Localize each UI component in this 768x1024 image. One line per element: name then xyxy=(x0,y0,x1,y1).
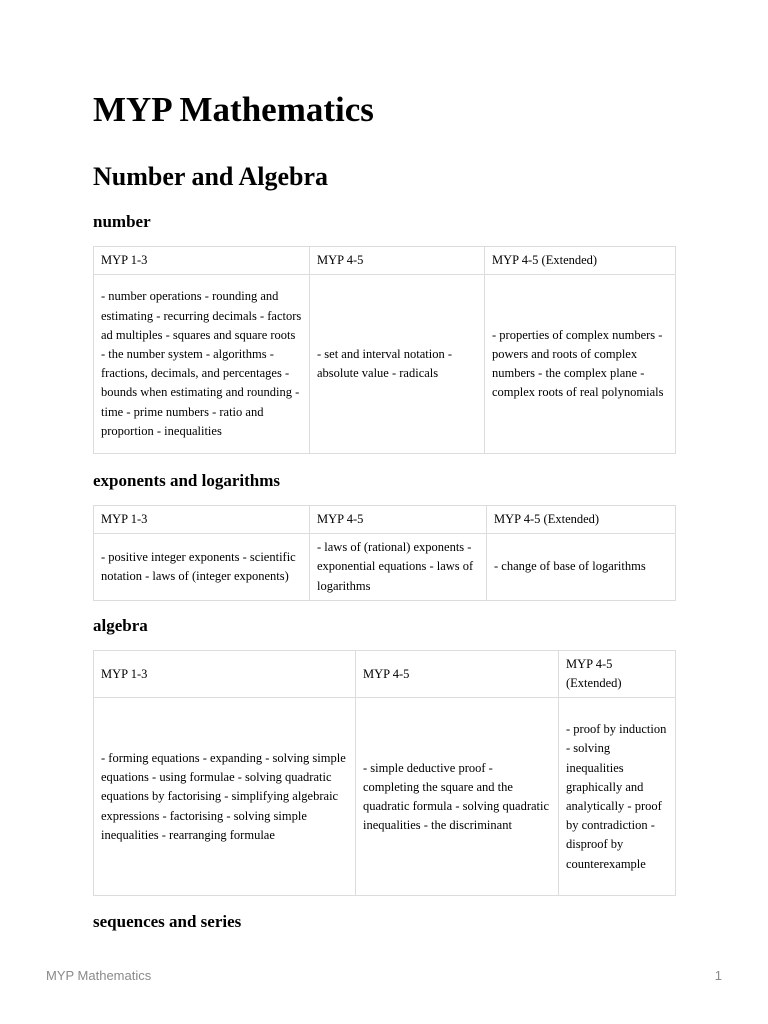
table-header-row xyxy=(94,651,676,698)
table-cell: - proof by induction - solving inequalities graphically and analytically - proof by contradiction - disproof by counterexample xyxy=(559,698,676,896)
table-header-cell: MYP 4-5 xyxy=(310,247,485,275)
table-row xyxy=(94,275,676,454)
table-header-row xyxy=(94,247,676,275)
table-cell: - number operations - rounding and estimating - recurring decimals - factors ad multiples - squares and square roots - the number system - algorithms - fractions, decimals, and percentages - bounds when estimating and rounding - time - prime numbers - ratio and proportion - inequalities xyxy=(94,275,310,454)
table-header-cell: MYP 1-3 xyxy=(94,247,310,275)
table-cell: - set and interval notation - absolute value - radicals xyxy=(310,275,485,454)
exponents-and-logarithms-table xyxy=(93,505,676,601)
table-cell: - laws of (rational) exponents - exponential equations - laws of logarithms xyxy=(310,534,487,601)
table-header-cell: MYP 4-5 xyxy=(356,651,559,698)
footer-document-title: MYP Mathematics xyxy=(46,968,152,983)
table-header-cell: MYP 4-5 (Extended) xyxy=(485,247,676,275)
table-header-row xyxy=(94,506,676,534)
number-table xyxy=(93,246,676,454)
table-row xyxy=(94,698,676,896)
table-header-cell: MYP 1-3 xyxy=(94,651,356,698)
algebra-table xyxy=(93,650,676,896)
table-cell: - forming equations - expanding - solving simple equations - using formulae - solving quadratic equations by factorising - simplifying algebraic expressions - factorising - solving simple inequalities - rearranging formulae xyxy=(94,698,356,896)
footer-page-number: 1 xyxy=(714,968,722,983)
table-header-cell: MYP 1-3 xyxy=(94,506,310,534)
table-header-cell: MYP 4-5 xyxy=(310,506,487,534)
section-title: Number and Algebra xyxy=(93,162,328,191)
table-cell: - change of base of logarithms xyxy=(487,534,676,601)
subsection-heading-number: number xyxy=(93,212,151,231)
table-cell: - simple deductive proof - completing the square and the quadratic formula - solving quadratic inequalities - the discriminant xyxy=(356,698,559,896)
table-cell: - properties of complex numbers - powers and roots of complex numbers - the complex plane - complex roots of real polynomials xyxy=(485,275,676,454)
table-row xyxy=(94,534,676,601)
page-title: MYP Mathematics xyxy=(93,90,374,129)
subsection-heading-sequences-and-series: sequences and series xyxy=(93,912,242,931)
subsection-heading-exponents-and-logarithms: exponents and logarithms xyxy=(93,471,281,490)
table-cell: - positive integer exponents - scientific notation - laws of (integer exponents) xyxy=(94,534,310,601)
subsection-heading-algebra: algebra xyxy=(93,616,148,635)
table-header-cell: MYP 4-5 (Extended) xyxy=(487,506,676,534)
table-header-cell: MYP 4-5 (Extended) xyxy=(559,651,676,698)
